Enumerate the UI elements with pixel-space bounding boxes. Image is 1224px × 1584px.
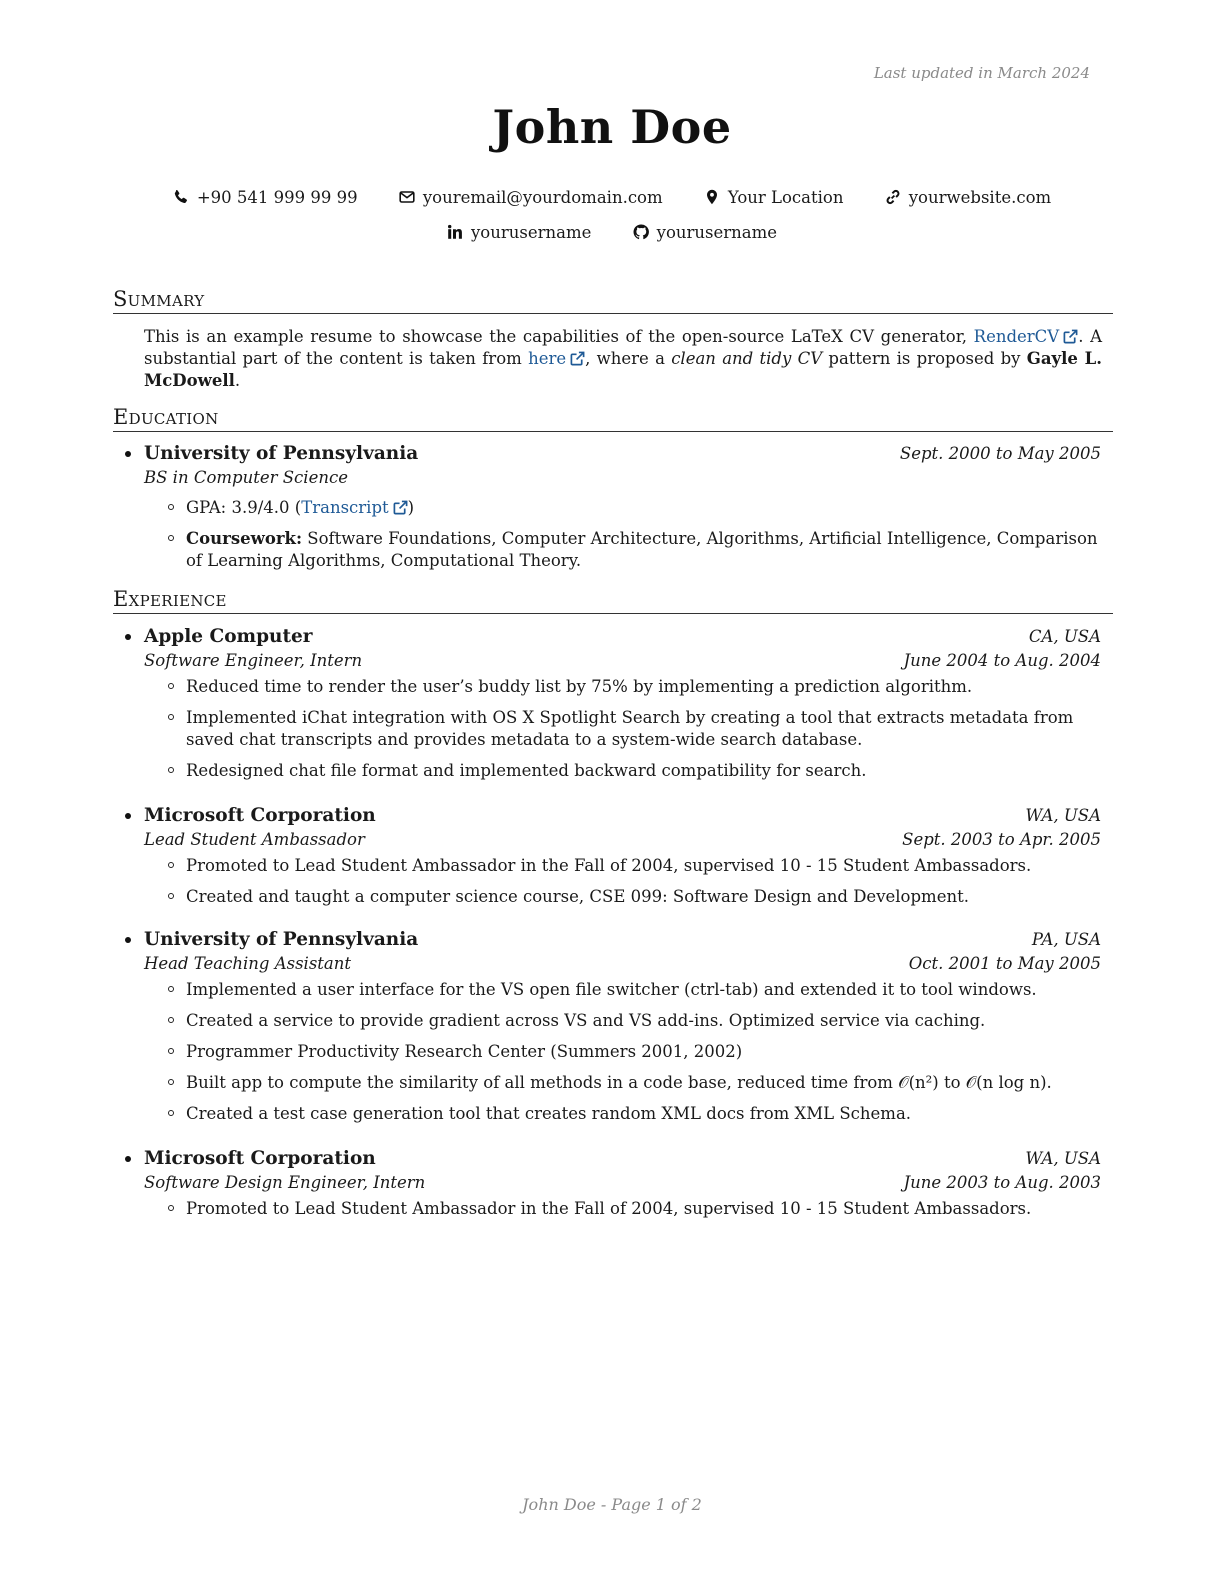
- name-heading: John Doe: [492, 100, 732, 154]
- role: Lead Student Ambassador: [144, 830, 365, 849]
- list-item: [144, 1072, 1101, 1094]
- highlights: [144, 855, 1101, 908]
- envelope-icon: [399, 189, 415, 205]
- entry-subheader: [144, 953, 1101, 975]
- circle-bullet-icon: [168, 862, 174, 868]
- coursework-label: Coursework:: [186, 529, 303, 548]
- website-contact[interactable]: [885, 188, 1051, 207]
- external-link-icon: [570, 351, 585, 366]
- list-item: [144, 855, 1101, 877]
- email-contact[interactable]: [399, 188, 663, 207]
- role: Software Design Engineer, Intern: [144, 1173, 426, 1192]
- entry-subheader: [144, 829, 1101, 851]
- rendercv-link-text: RenderCV: [973, 327, 1060, 346]
- experience-entry-apple: [113, 626, 1113, 791]
- circle-bullet-icon: [168, 986, 174, 992]
- github-contact[interactable]: [633, 223, 777, 242]
- education-heading: Education: [113, 404, 1113, 432]
- map-pin-icon: [704, 189, 720, 205]
- role: Head Teaching Assistant: [144, 954, 352, 973]
- contact-row-2: [0, 223, 1224, 242]
- list-item: [144, 1041, 1101, 1063]
- phone-icon: [173, 189, 189, 205]
- bullet-icon: [125, 451, 131, 457]
- github-text: yourusername: [656, 223, 778, 242]
- date-range: June 2004 to Aug. 2004: [903, 651, 1101, 670]
- company: University of Pennsylvania: [144, 929, 419, 950]
- highlight-text: Implemented iChat integration with OS X Spotlight Search by creating a tool that extracts metadata from saved chat transcripts and provides metadata to a system-wide search database.: [186, 708, 1074, 749]
- summary-text-4: pattern is proposed by: [822, 349, 1027, 368]
- list-item: [144, 707, 1101, 751]
- linkedin-icon: [447, 224, 463, 240]
- circle-bullet-icon: [168, 1048, 174, 1054]
- list-item: [144, 1103, 1101, 1125]
- entry-subheader: [144, 1172, 1101, 1194]
- summary-author: Gayle L. McDowell: [144, 349, 1103, 390]
- summary-text-3: , where a: [585, 349, 672, 368]
- degree: BS in Computer Science: [144, 468, 348, 487]
- list-item: [144, 497, 1101, 519]
- highlights: [144, 1198, 1101, 1220]
- summary-section: [113, 326, 1113, 392]
- summary-text-2: . A substantial part of the content is taken from: [144, 327, 1103, 368]
- github-icon: [633, 224, 649, 240]
- external-link-icon: [393, 500, 408, 515]
- bullet-icon: [125, 937, 131, 943]
- entry-header: [144, 929, 1101, 951]
- circle-bullet-icon: [168, 1205, 174, 1211]
- highlights: [144, 676, 1101, 782]
- last-updated: Last updated in March 2024: [873, 64, 1090, 82]
- transcript-link[interactable]: [301, 498, 407, 517]
- circle-bullet-icon: [168, 1017, 174, 1023]
- highlight-text: Built app to compute the similarity of all methods in a code base, reduced time from 𝒪(n²) to 𝒪(n log n).: [186, 1073, 1052, 1092]
- date-range: June 2003 to Aug. 2003: [903, 1173, 1101, 1192]
- circle-bullet-icon: [168, 767, 174, 773]
- highlight-text: Implemented a user interface for the VS open file switcher (ctrl-tab) and extended it to tool windows.: [186, 980, 1037, 999]
- summary-text-1: This is an example resume to showcase the capabilities of the open-source LaTeX CV generator,: [144, 327, 974, 346]
- list-item: [144, 528, 1101, 572]
- summary-emphasis: clean and tidy CV: [671, 349, 823, 368]
- linkedin-text: yourusername: [470, 223, 592, 242]
- circle-bullet-icon: [168, 1079, 174, 1085]
- gpa-suffix: ): [407, 498, 415, 517]
- education-entry: [113, 443, 1113, 572]
- entry-header: [144, 1148, 1101, 1170]
- company: Apple Computer: [144, 626, 313, 647]
- circle-bullet-icon: [168, 714, 174, 720]
- page-footer: John Doe - Page 1 of 2: [522, 1495, 702, 1514]
- list-item: [144, 1198, 1101, 1220]
- company: Microsoft Corporation: [144, 1148, 376, 1169]
- experience-entry-microsoft-2: [113, 1148, 1113, 1229]
- location: PA, USA: [1031, 930, 1101, 949]
- location-text: Your Location: [727, 188, 844, 207]
- bullet-icon: [125, 1156, 131, 1162]
- here-link[interactable]: [528, 349, 585, 368]
- location: WA, USA: [1025, 1149, 1101, 1168]
- location: WA, USA: [1025, 806, 1101, 825]
- coursework-text: Software Foundations, Computer Architecture, Algorithms, Artificial Intelligence, Comparison of Learning Algorithms, Computational Theory.: [186, 529, 1098, 570]
- linkedin-contact[interactable]: [447, 223, 591, 242]
- phone-text: +90 541 999 99 99: [196, 188, 358, 207]
- institution: University of Pennsylvania: [144, 443, 419, 464]
- date-range: Oct. 2001 to May 2005: [908, 954, 1101, 973]
- highlight-text: Reduced time to render the user’s buddy list by 75% by implementing a prediction algorithm.: [186, 677, 973, 696]
- experience-entry: [113, 805, 1113, 908]
- date-range: Sept. 2003 to Apr. 2005: [902, 830, 1101, 849]
- experience-entry: [113, 626, 1113, 782]
- experience-entry: [113, 929, 1113, 1125]
- circle-bullet-icon: [168, 893, 174, 899]
- here-link-text: here: [528, 349, 567, 368]
- transcript-link-text: Transcript: [301, 498, 389, 517]
- entry-header: [144, 805, 1101, 827]
- bullet-icon: [125, 813, 131, 819]
- entry-header: [144, 443, 1101, 465]
- summary-paragraph: [113, 326, 1113, 392]
- list-item: [144, 676, 1101, 698]
- bullet-icon: [125, 634, 131, 640]
- highlights: [144, 979, 1101, 1125]
- link-icon: [885, 189, 901, 205]
- email-text: youremail@yourdomain.com: [422, 188, 663, 207]
- circle-bullet-icon: [168, 683, 174, 689]
- contact-row-1: [0, 188, 1224, 207]
- highlight-text: Promoted to Lead Student Ambassador in the Fall of 2004, supervised 10 - 15 Student Ambassadors.: [186, 1199, 1032, 1218]
- summary-text-5: .: [234, 371, 241, 390]
- highlight-text: Programmer Productivity Research Center (Summers 2001, 2002): [186, 1042, 743, 1061]
- list-item: [144, 886, 1101, 908]
- circle-bullet-icon: [168, 535, 174, 541]
- entry-header: [144, 626, 1101, 648]
- education-date: Sept. 2000 to May 2005: [899, 444, 1101, 463]
- external-link-icon: [1063, 329, 1078, 344]
- role: Software Engineer, Intern: [144, 651, 363, 670]
- list-item: [144, 979, 1101, 1001]
- highlight-text: Created and taught a computer science course, CSE 099: Software Design and Development.: [186, 887, 969, 906]
- experience-entry: [113, 1148, 1113, 1220]
- list-item: [144, 1010, 1101, 1032]
- experience-entry-upenn: [113, 929, 1113, 1134]
- highlight-text: Created a test case generation tool that creates random XML docs from XML Schema.: [186, 1104, 912, 1123]
- highlight-text: Created a service to provide gradient across VS and VS add-ins. Optimized service via caching.: [186, 1011, 986, 1030]
- list-item: [144, 760, 1101, 782]
- experience-heading: Experience: [113, 586, 1113, 614]
- gpa-text: GPA: 3.9/4.0 (: [186, 498, 302, 517]
- circle-bullet-icon: [168, 504, 174, 510]
- summary-heading: Summary: [113, 286, 1113, 314]
- rendercv-link[interactable]: [974, 327, 1079, 346]
- education-highlights: [144, 497, 1101, 572]
- phone-contact[interactable]: [173, 188, 358, 207]
- company: Microsoft Corporation: [144, 805, 376, 826]
- highlight-text: Promoted to Lead Student Ambassador in the Fall of 2004, supervised 10 - 15 Student Ambassadors.: [186, 856, 1032, 875]
- education-section: [113, 443, 1113, 581]
- location: CA, USA: [1028, 627, 1101, 646]
- website-text: yourwebsite.com: [908, 188, 1052, 207]
- circle-bullet-icon: [168, 1110, 174, 1116]
- location-contact[interactable]: [704, 188, 844, 207]
- experience-entry-microsoft-1: [113, 805, 1113, 917]
- highlight-text: Redesigned chat file format and implemented backward compatibility for search.: [186, 761, 867, 780]
- entry-subheader: [144, 650, 1101, 672]
